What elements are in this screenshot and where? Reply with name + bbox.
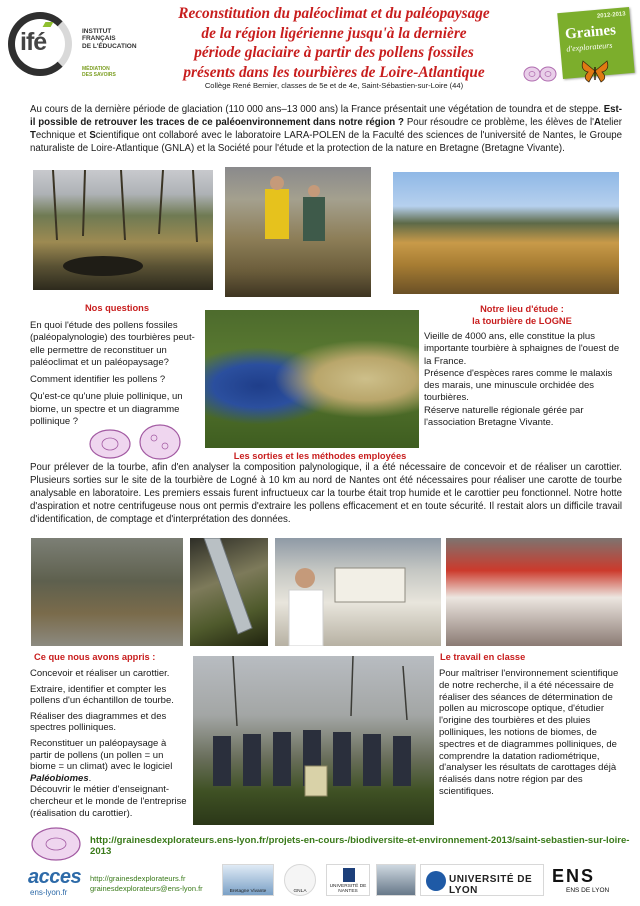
learned-title: Ce que nous avons appris :: [34, 652, 156, 662]
questions-list: [30, 320, 202, 433]
title-line: de la région ligérienne jusqu'à la dernière: [201, 24, 467, 42]
title-line: présents dans les tourbières de Loire-Atlantique: [183, 63, 485, 81]
ife-logo-word: ifé: [20, 28, 47, 56]
acces-logo-word: acces: [28, 866, 82, 888]
study-site-title-line: Notre lieu d'étude :: [480, 304, 564, 314]
study-site-line: Vieille de 4000 ans, elle constitue la plus importante tourbière à sphaignes de l'ouest de la France.: [424, 331, 620, 367]
ife-mediation-line: MÉDIATION: [82, 66, 110, 72]
peatland-landscape-photo: [393, 172, 619, 294]
question-item: En quoi l'étude des pollens fossiles (paléopalynologie) des tourbières peut-elle permettre de reconstituer un paléoclimat et un paléopaysage?: [30, 320, 195, 368]
classwork-paragraph: Pour maîtriser l'environnement scientifique de notre recherche, il a été nécessaire de réaliser des séances de détermination de pollen au microscope optique, d'étudier l'origine des tourbières et des pluies polliniques, les notions de biomes, de spectres et de diagrammes polliniques, de comprendre la datation radiométrique, d'analyser les résultats de carottages déjà réalisés dans notre région par des scientifiques.: [439, 668, 619, 797]
lab-centrifuge-photo: [275, 538, 441, 646]
intro-text: Au cours de la dernière période de glaciation (110 000 ans–13 000 ans) la France présentait une végétation de toundra et de steppe.: [30, 104, 604, 115]
ife-logo: [8, 8, 158, 90]
students-in-bog-photo: [225, 167, 371, 297]
pollen-grains-icon: [88, 424, 188, 464]
title-line: Reconstitution du paléoclimat et du paléopaysage: [178, 5, 490, 22]
ife-institute-line: DE L'ÉDUCATION: [82, 42, 137, 50]
initial-letter: T: [30, 130, 36, 141]
intro-text: Pour résoudre ce problème, les élèves de l': [403, 117, 594, 128]
learned-item: [30, 738, 190, 784]
universite-lyon-logo: [420, 864, 544, 896]
poster-title: [164, 4, 504, 82]
partner-label: Bretagne Vivante: [229, 889, 267, 894]
website-link[interactable]: http://grainesdexplorateurs.fr: [90, 874, 186, 883]
outings-paragraph: Pour prélever de la tourbe, afin d'en analyser la composition palynologique, il a été nécessaire de concevoir et de réaliser un carottier. Plusieurs sorties sur le site de la tourbière de Logné à 10 km au nord de Nantes ont été nécessaires pour réaliser une carotte de tourbe analysable en laboratoire. Les premiers essais furent infructueux car la tourbe était trop humide et le carottier peu fonctionnel. Notre hotte d'aspiration et notre centrifugeuse nous ont permis d'extraire les pollens efficacement et en toute sécurité. Il restait alors un difficile travail d'identification, de comptage et d'interprétation des données.: [30, 462, 622, 525]
corer-closeup-detail: [190, 538, 268, 646]
bretagne-vivante-logo: [222, 864, 274, 896]
partner-label: UNIVERSITÉ DE LYON: [449, 874, 533, 896]
ens-lyon-logo: [548, 864, 630, 896]
intro-text: echnique et: [35, 130, 90, 141]
universite-nantes-logo: [326, 864, 370, 896]
learned-item: Découvrir le métier d'enseignant-chercheur et le monde de l'entreprise (réalisation du carottier).: [30, 784, 187, 819]
learned-item: Concevoir et réaliser un carottier.: [30, 668, 170, 679]
learned-item-text: .: [88, 772, 92, 784]
ife-mediation-line: DES SAVOIRS: [82, 72, 116, 78]
classwork-title: Le travail en classe: [440, 652, 526, 662]
pollen-grain-icon: [522, 64, 558, 84]
project-url-link[interactable]: http://grainesdexplorateurs.ens-lyon.fr/projets-en-cours-/biodiversite-et-environnement-2013/saint-sebastien-sur-loire-2013: [90, 835, 630, 857]
acces-logo-sub: ens-lyon.fr: [30, 888, 68, 897]
initial-letter: S: [89, 130, 96, 141]
ife-mediation-label: [82, 66, 152, 78]
study-site-line: Réserve naturelle régionale gérée par l'association Bretagne Vivante.: [424, 404, 584, 429]
corer-closeup-photo: [190, 538, 268, 646]
partner-label: GNLA: [293, 889, 307, 894]
question-item: Qu'est-ce qu'une pluie pollinique, un biome, un spectre et un diagramme pollinique ?: [30, 391, 183, 428]
gnla-logo: [284, 864, 316, 896]
group-photo: [193, 656, 434, 825]
software-name: Paléobiomes: [30, 772, 89, 784]
question-item: Comment identifier les pollens ?: [30, 374, 166, 386]
questions-title: Nos questions: [84, 303, 150, 313]
graines-year: 2012-2013: [596, 11, 626, 20]
peat-bog-photo-detail: [33, 170, 213, 290]
intro-paragraph: [30, 103, 622, 155]
classroom-microscope-photo: [446, 538, 622, 646]
ens-logo-sub: ENS DE LYON: [566, 887, 610, 894]
building-photo-logo: [376, 864, 416, 896]
peat-bog-photo: [33, 170, 213, 290]
ife-institute-line: FRANÇAIS: [82, 35, 116, 43]
footer-links: [90, 874, 203, 894]
study-site-title-line: la tourbière de LOGNE: [472, 316, 572, 326]
pollen-grain-icon: [30, 826, 86, 862]
lyon-emblem-icon: [423, 866, 449, 896]
butterfly-icon: [580, 58, 610, 84]
study-site-title: [422, 303, 622, 327]
outings-title: Les sorties et les méthodes employées: [233, 451, 407, 461]
graines-word: Graines: [564, 22, 617, 43]
nantes-emblem-icon: [327, 865, 370, 885]
ife-institute-line: INSTITUT: [82, 28, 112, 35]
group-photo-detail: [193, 656, 434, 825]
learned-list: [30, 668, 190, 819]
students-in-bog-photo-detail: [225, 167, 371, 297]
acces-logo: [28, 866, 86, 900]
ens-logo-word: ENS: [552, 866, 596, 886]
graines-subword: d'explorateurs: [566, 40, 613, 54]
learned-item-text: Reconstituer un paléopaysage à partir de pollens (un pollen = un biome = un climat) avec le logiciel: [30, 737, 173, 773]
research-question: Est-il possible de retrouver les traces de ce paléoenvironnement dans notre région ?: [30, 104, 622, 128]
intro-text: cientifique ont collaboré avec le laboratoire LARA-POLEN de la Faculté des sciences de l'université de Nantes, le Groupe naturaliste de Loire-Atlantique (GNLA) et la Société pour l'étude et la protection de la nature en Bretagne (Bretagne Vivante).: [30, 130, 622, 154]
poster-subtitle: Collège René Bernier, classes de 5e et de 4e, Saint-Sébastien-sur-Loire (44): [204, 81, 464, 90]
study-site-line: Présence d'espèces rares comme le malaxis des marais, une minuscule orchidée des tourbières.: [424, 367, 613, 404]
lab-centrifuge-detail: [275, 538, 441, 646]
initial-letter: A: [594, 117, 601, 128]
partner-label: UNIVERSITÉ DE NANTES: [329, 884, 367, 894]
learned-item: Extraire, identifier et compter les pollens d'un échantillon de tourbe.: [30, 683, 174, 707]
email-link[interactable]: grainesdexplorateurs@ens-lyon.fr: [90, 884, 203, 893]
learned-item: Réaliser des diagrammes et des spectres polliniques.: [30, 710, 167, 734]
intro-text: telier: [601, 117, 622, 128]
study-site-description: [424, 331, 626, 429]
title-line: période glaciaire à partir des pollens fossiles: [194, 44, 474, 62]
aerial-view-photo: [205, 310, 419, 448]
students-corer-photo: [31, 538, 183, 646]
ife-institute-name: [82, 28, 162, 50]
